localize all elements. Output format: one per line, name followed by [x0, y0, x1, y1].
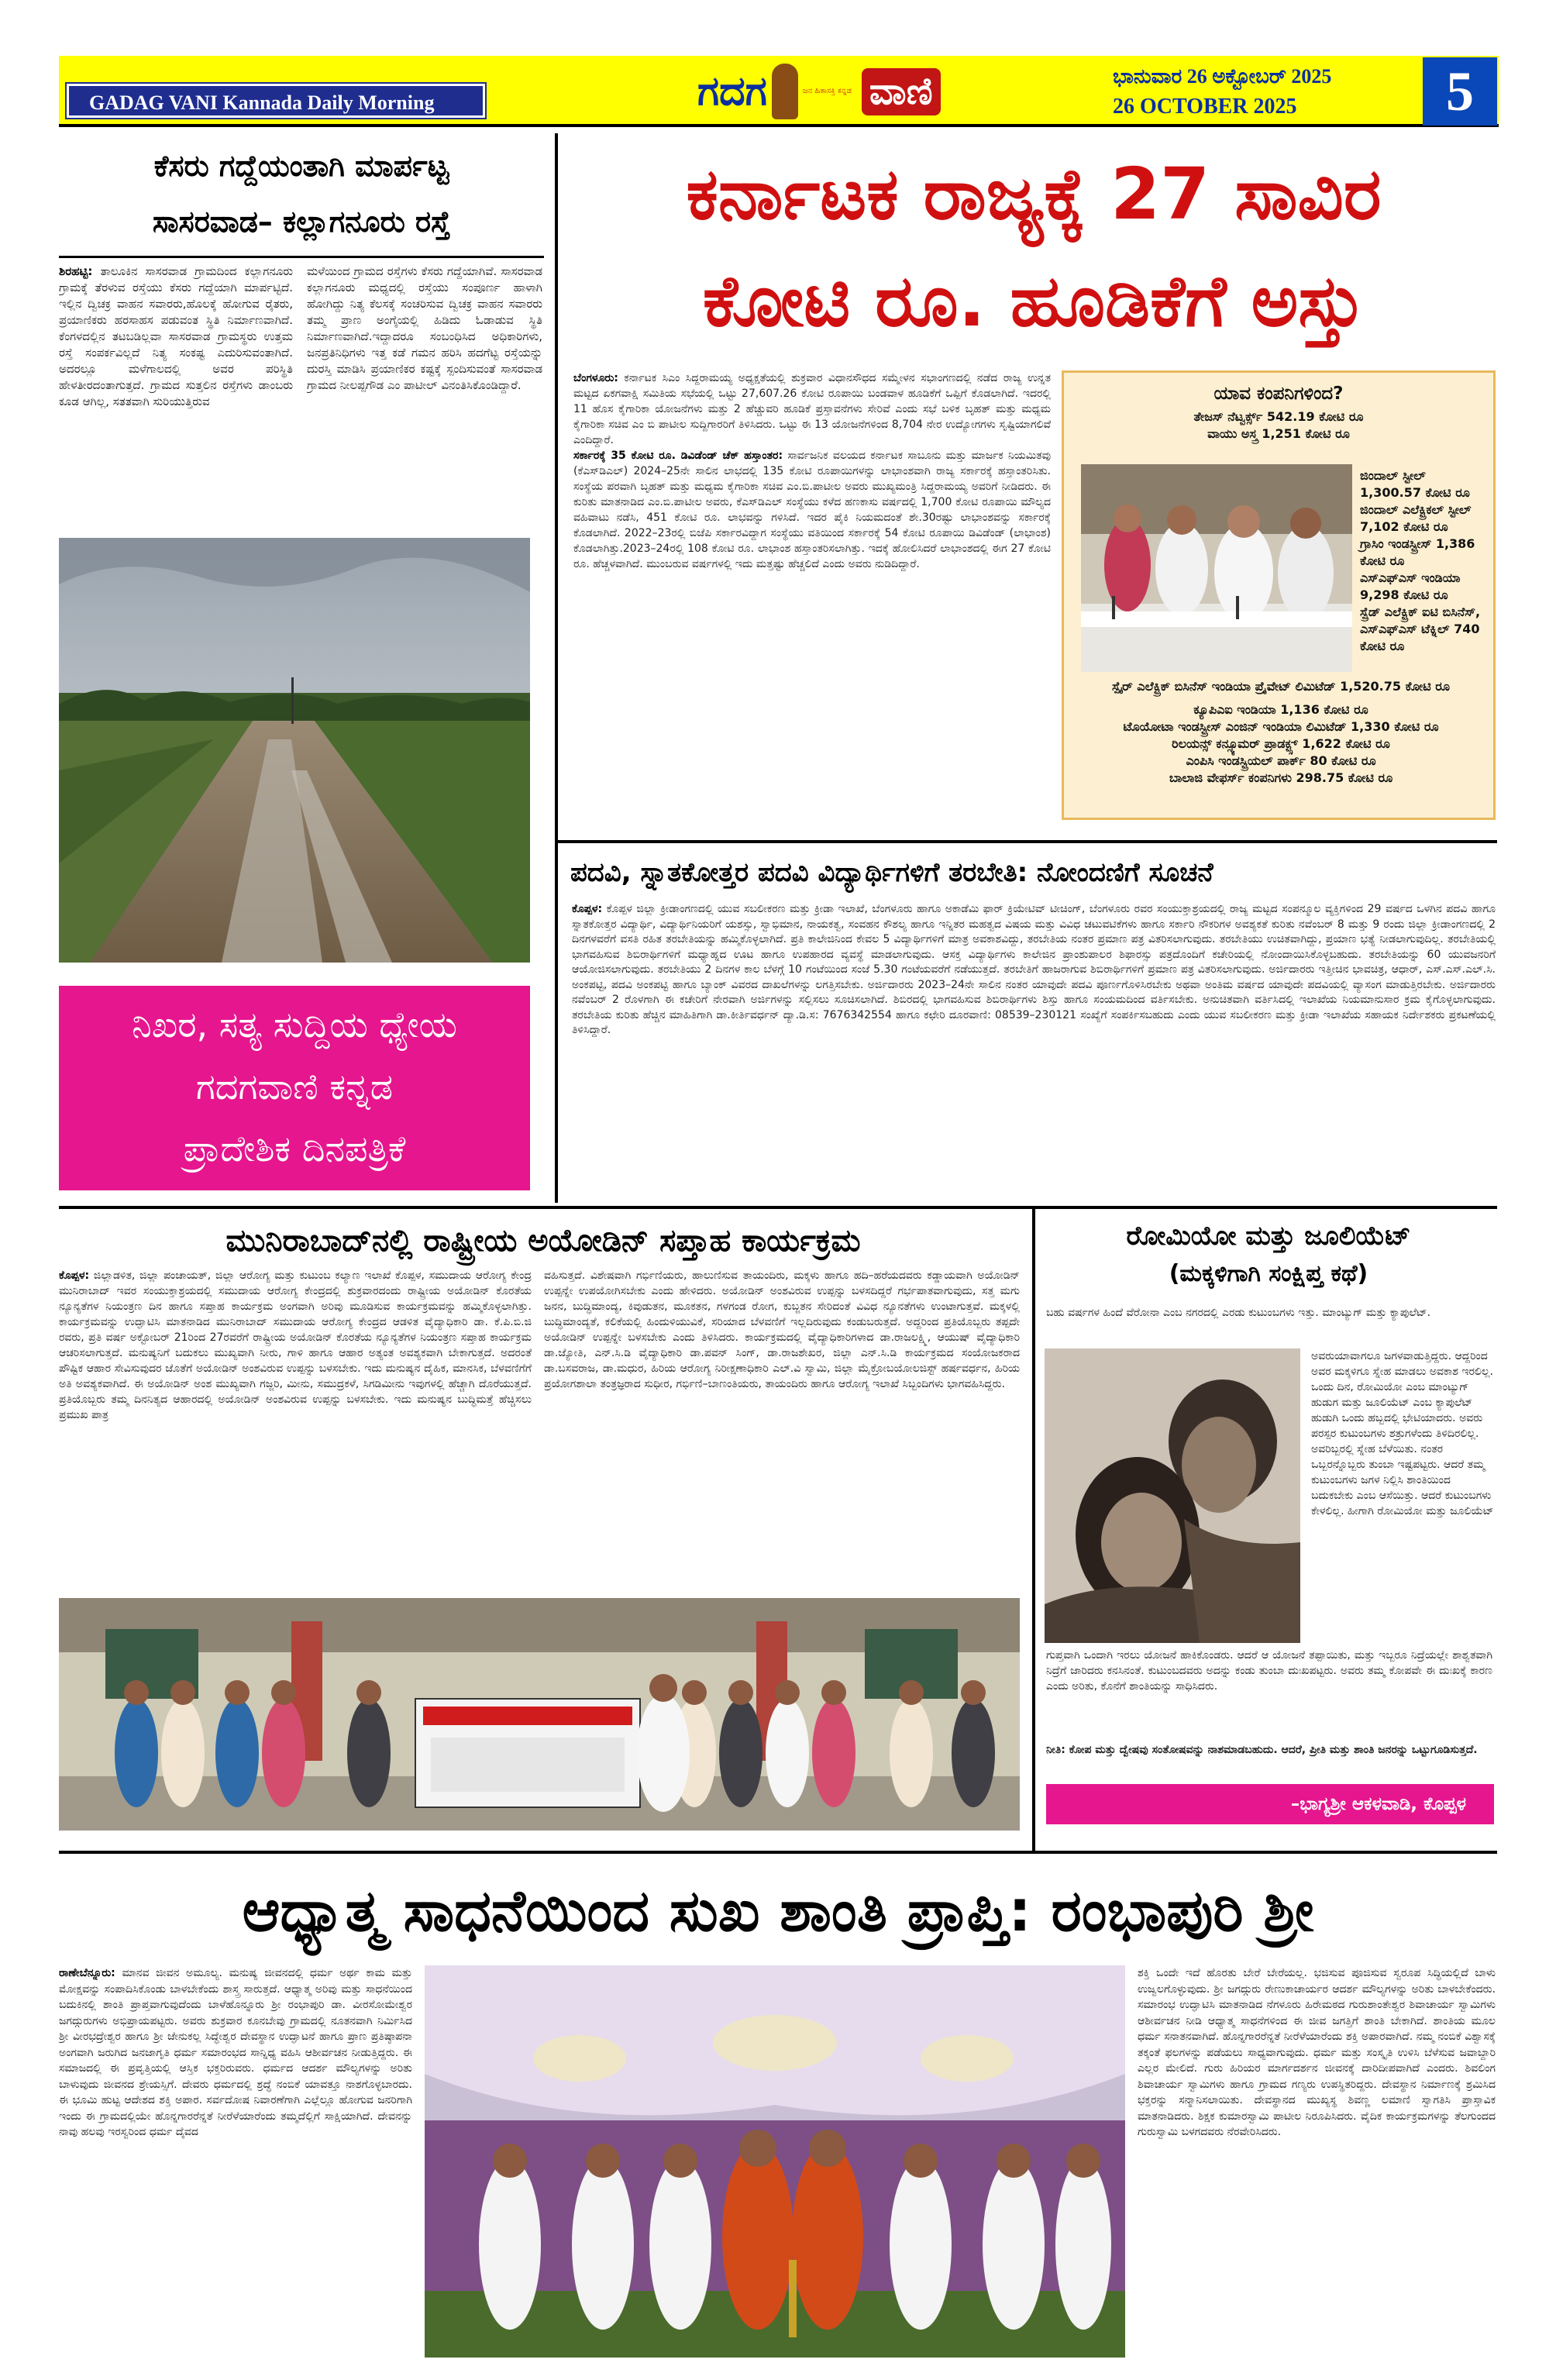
company-line: ಗ್ರಾಸಿಂ ಇಂಡಸ್ಟ್ರೀಸ್ 1,386 ಕೋಟಿ ರೂ	[1360, 536, 1475, 568]
slogan-banner	[59, 986, 530, 1190]
company-list-bottom	[1079, 678, 1482, 787]
romeo-body-side: ಅವರುಯಾವಾಗಲೂ ಜಗಳವಾಡುತ್ತಿದ್ದರು. ಆದ್ದರಿಂದ ಅವರ ಮಕ್ಕಳಿಗೂ ಸ್ನೇಹ ಮಾಡಲು ಅವಕಾಶ ಇರಲಿಲ್ಲ. ಒಂದು ದಿನ, ರೋಮಿಯೋ ಎಂಬ ಮಾಂಟ್ಯುಗ್ ಹುಡುಗ ಮತ್ತು ಜೂಲಿಯೆಟ್ ಎಂಬ ಕ್ಯಾಪುಲೆಟ್ ಹುಡುಗಿ ಒಂದು ಹಬ್ಬದಲ್ಲಿ ಭೇಟಿಯಾದರು. ಅವರು ಪರಸ್ಪರ ಕುಟುಂಬಗಳು ಶತ್ರುಗಳೆಂದು ತಿಳಿದಿರಲಿಲ್ಲ. ಅವರಿಬ್ಬರಲ್ಲಿ ಸ್ನೇಹ ಬೆಳೆಯಿತು. ನಂತರ ಒಬ್ಬರನ್ನೊಬ್ಬರು ತುಂಬಾ ಇಷ್ಟಪಟ್ಟರು. ಆದರೆ ತಮ್ಮ ಕುಟುಂಬಗಳು ಜಗಳ ನಿಲ್ಲಿಸಿ ಶಾಂತಿಯಿಂದ ಬದುಕಬೇಕು ಎಂಬ ಆಸೆಯಿತ್ತು. ಆದರೆ ಕುಟುಂಬಗಳು ಕೇಳಲಿಲ್ಲ. ಹೀಗಾಗಿ ರೋಮಿಯೋ ಮತ್ತು ಜೂಲಿಯೆಟ್	[1311, 1350, 1494, 1517]
newspaper-logo[interactable]	[697, 60, 961, 122]
romeo-body: ಗುಪ್ತವಾಗಿ ಒಂದಾಗಿ ಇರಲು ಯೋಜನೆ ಹಾಕಿಕೊಂಡರು. ಆದರೆ ಆ ಯೋಜನೆ ತಪ್ಪಾಯಿತು, ಮತ್ತು ಇಬ್ಬರೂ ನಿದ್ರೆಯಲ್ಲೇ ಶಾಶ್ವತವಾಗಿ ನಿದ್ರೆಗೆ ಜಾರಿದರು ಕನಸಿನಂತೆ. ಕುಟುಂಬದವರು ಅದನ್ನು ಕಂಡು ತುಂಬಾ ದುಃಖಪಟ್ಟರು. ಅವರು ತಮ್ಮ ಕೋಪವೇ ಈ ದುಃಖಕ್ಕೆ ಕಾರಣ ಎಂದು ಅರಿತು, ಕೊನೆಗೆ ಶಾಂತಿಯನ್ನು ಸಾಧಿಸಿದರು.	[1046, 1649, 1492, 1693]
spiritual-title: ಆಧ್ಯಾತ್ಮ ಸಾಧನೆಯಿಂದ ಸುಖ ಶಾಂತಿ ಪ್ರಾಪ್ತಿ: ರಂಭಾಪುರಿ ಶ್ರೀ	[242, 1878, 1314, 1944]
company-line: ವಾಯು ಅಸ್ತ್ರ 1,251 ಕೋಟಿ ರೂ	[1207, 426, 1350, 441]
romeo-subtitle: (ಮಕ್ಕಳಿಗಾಗಿ ಸಂಕ್ಷಿಪ್ತ ಕಥೆ)	[1169, 1260, 1368, 1287]
romeo-moral: ನೀತಿ: ಕೋಪ ಮತ್ತು ದ್ವೇಷವು ಸಂತೋಷವನ್ನು ನಾಶಮಾಡಬಹುದು. ಆದರೆ, ಪ್ರೀತಿ ಮತ್ತು ಶಾಂತಿ ಜನರನ್ನು ಒಟ್ಟುಗೂಡಿಸುತ್ತದೆ.	[1046, 1744, 1478, 1756]
company-line: ರಿಲಯನ್ಸ್ ಕನ್ಸ್ಯೂಮರ್ ಪ್ರಾಡಕ್ಟ್ಸ್ 1,622 ಕೋಟಿ ರೂ	[1172, 736, 1390, 751]
company-line: ಟೊಯೋಟಾ ಇಂಡಸ್ಟ್ರೀಸ್ ಎಂಜಿನ್ ಇಂಡಿಯಾ ಲಿಮಿಟೆಡ್ 1,330 ಕೋಟಿ ರೂ	[1123, 719, 1439, 734]
paper-name: GADAG VANI Kannada Daily Morning	[67, 84, 485, 118]
slogan-line1: ನಿಖರ, ಸತ್ಯ ಸುದ್ದಿಯ ಧ್ಯೇಯ	[132, 1004, 457, 1045]
muddy-road-photo	[59, 538, 530, 963]
company-line: ಎಂಪಿಸಿ ಇಂಡಸ್ಟ್ರಿಯಲ್ ಪಾರ್ಕ್ 80 ಕೋಟಿ ರೂ	[1186, 753, 1376, 768]
company-line: ಜಿಂದಾಲ್ ಎಲೆಕ್ಟ್ರಿಕಲ್ ಸ್ಟೀಲ್ 7,102 ಕೋಟಿ ರೂ	[1360, 502, 1472, 534]
company-line: ತೇಜಸ್ ನೆಟ್ವರ್ಕ್ಸ್ 542.19 ಕೋಟಿ ರೂ	[1193, 409, 1364, 424]
iodine-body-left: ಕೊಪ್ಪಳ: ಜಿಲ್ಲಾಡಳಿತ, ಜಿಲ್ಲಾ ಪಂಚಾಯತ್, ಜಿಲ್ಲಾ ಆರೋಗ್ಯ ಮತ್ತು ಕುಟುಂಬ ಕಲ್ಯಾಣ ಇಲಾಖೆ ಕೊಪ್ಪಳ, ಸಮುದಾಯ ಆರೋಗ್ಯ ಕೇಂದ್ರ ಮುನಿರಾಬಾದ್ ಇವರ ಸಂಯುಕ್ತಾಶ್ರಯದಲ್ಲಿ ಸಮುದಾಯ ಆರೋಗ್ಯ ಕೇಂದ್ರದಲ್ಲಿ ಶುಕ್ರವಾರದಂದು ರಾಷ್ಟ್ರೀಯ ಅಯೋಡಿನ್ ಕೊರತೆಯ ನ್ಯೂನ್ಯತೆಗಳ ನಿಯಂತ್ರಣ ದಿನ ಹಾಗೂ ಸಪ್ತಾಹ ಕಾರ್ಯಕ್ರಮ ಅಂಗವಾಗಿ ಅರಿವು ಮೂಡಿಸುವ ಕಾರ್ಯಕ್ರಮವನ್ನು ಹಮ್ಮಿಕೊಳ್ಳಲಾಗಿತ್ತು. ಕಾರ್ಯಕ್ರಮವನ್ನು ಉದ್ಘಾಟಿಸಿ ಮಾತನಾಡಿದ ಮುನಿರಾಬಾದ್ ಸಮುದಾಯ ಆರೋಗ್ಯ ಕೇಂದ್ರದ ಆಡಳಿತ ವೈದ್ಯಾಧಿಕಾರಿ ಡಾ. ಕೆ.ಪಿ.ಬಿ.ಜಿ ರವರು, ಪ್ರತಿ ವರ್ಷ ಅಕ್ಟೋಬರ್ 21ರಿಂದ 27ರವರೆಗೆ ರಾಷ್ಟ್ರೀಯ ಅಯೋಡಿನ್ ಕೊರತೆಯ ನ್ಯೂನ್ಯತೆಗಳ ನಿಯಂತ್ರಣ ಸಪ್ತಾಹ ಕಾರ್ಯಕ್ರಮ ಆಚರಿಸಲಾಗುತ್ತದೆ. ಮನುಷ್ಯನಿಗೆ ಬದುಕಲು ಮುಖ್ಯವಾಗಿ ನೀರು, ಗಾಳಿ ಹಾಗೂ ಆಹಾರ ಅತ್ಯಂತ ಅವಶ್ಯಕವಾಗಿ ಬೇಕಾಗುತ್ತದೆ. ಅದರಂತೆ ಪೌಷ್ಟಿಕ ಆಹಾರ ಸೇವಿಸುವುದರ ಜೊತೆಗೆ ಅಯೋಡಿನ್ ಅಂಶವಿರುವ ಉಪ್ಪನ್ನು ಬಳಸಬೇಕು. ಇದು ಮನುಷ್ಯನ ದೈಹಿಕ, ಮಾನಸಿಕ, ಬೆಳವಣಿಗೆಗೆ ಅತಿ ಅವಶ್ಯಕವಾಗಿದೆ. ಈ ಅಯೋಡಿನ್ ಅಂಶ ಮುಖ್ಯವಾಗಿ ಗಜ್ಜರಿ, ಮೀನು, ಸಮುದ್ರಕಳೆ, ಸಿಗಡಿಮೀನು ಇವುಗಳಲ್ಲಿ ಹೆಚ್ಚಾಗಿ ದೊರೆಯುತ್ತದೆ. ಪ್ರತಿಯೊಬ್ಬರು ತಮ್ಮ ದಿನನಿತ್ಯದ ಆಹಾರದಲ್ಲಿ ಅಯೋಡಿನ್ ಅಂಶವಿರುವ ಉಪ್ಪನ್ನು ಬಳಸಬೇಕು. ಇದು ಮನುಷ್ಯನ ಬುದ್ಧಿಮತ್ತೆ ಹೆಚ್ಚಿಸಲು ಪ್ರಮುಖ ಪಾತ್ರ	[59, 1269, 532, 1421]
road-title-line1: ಕೆಸರು ಗದ್ದೆಯಂತಾಗಿ ಮಾರ್ಪಟ್ಟ	[153, 149, 449, 183]
spiritual-body-right: ಶಕ್ತಿ ಒಂದೇ ಇದೆ ಹೊರತು ಬೇರೆ ಬೇರೆಯಲ್ಲ. ಭಜಿಸುವ ಪೂಜಿಸುವ ಸ್ವರೂಪ ಸಿದ್ಧಿಯಲ್ಲಿದೆ ಬಾಳು ಉಜ್ವಲಗೊಳ್ಳುವುದು. ಶ್ರೀ ಜಗದ್ಗುರು ರೇಣುಕಾಚಾರ್ಯರ ಆದರ್ಶ ಮೌಲ್ಯಗಳನ್ನು ಅರಿತು ಬಾಳಬೇಕೆಂದರು. ಸಮಾರಂಭ ಉದ್ಘಾಟಿಸಿ ಮಾತನಾಡಿದ ನೆಗಳೂರು ಹಿರೇಮಠದ ಗುರುಶಾಂತೇಶ್ವರ ಶಿವಾಚಾರ್ಯ ಸ್ವಾಮಿಗಳು ಆಶೀರ್ವಚನ ನೀಡಿ ಆಧ್ಯಾತ್ಮ ಸಾಧನೆಗಳಿಂದ ಈ ಜೀವ ಜಗತ್ತಿಗೆ ಶಾಂತಿ ಬೇಕಾಗಿದೆ. ಶಾಂತಿಯ ಮೂಲ ಧರ್ಮ ಸನಾತನವಾಗಿದೆ. ಹೊನ್ನಗಾರರೆನ್ನತೆ ನೀರೆಳೆಯಾರೆಂದು ಶಕ್ತಿ ಅಪಾರವಾಗಿದೆ. ನಮ್ಮ ನಂಬಿಕೆ ವಿಶ್ವಾಸಕ್ಕೆ ತಕ್ಕಂತೆ ಫಲಗಳನ್ನು ಪಡೆಯಲು ಸಾಧ್ಯವಾಗುವುದು. ಧರ್ಮ ಮತ್ತು ಸಂಸ್ಕೃತಿ ಉಳಿಸಿ ಬೆಳೆಸುವ ಜವಾಬ್ದಾರಿ ಎಲ್ಲರ ಮೇಲಿದೆ. ಗುರು ಹಿರಿಯರ ಮಾರ್ಗದರ್ಶನ ಜೀವನಕ್ಕೆ ದಾರಿದೀಪವಾಗಿದೆ ಎಂದರು. ಶಿವಲಿಂಗ ಶಿವಾಚಾರ್ಯ ಸ್ವಾಮಿಗಳು ಹಾಗೂ ಗ್ರಾಮದ ಗಣ್ಯರು ಉಪಸ್ಥಿತರಿದ್ದರು. ದೇವಸ್ಥಾನ ನಿರ್ಮಾಣಕ್ಕೆ ಶ್ರಮಿಸಿದ ಭಕ್ತರನ್ನು ಸನ್ಮಾನಿಸಲಾಯಿತು. ದೇವಸ್ಥಾನದ ಮುಖ್ಯಸ್ಥ ಶಿವಣ್ಣ ಲಮಾಣಿ ಸ್ವಾಗತಿಸಿ ಪ್ರಾಸ್ತಾವಿಕ ಮಾತನಾಡಿದರು. ಶಿಕ್ಷಕ ಕುಮಾರಸ್ವಾಮಿ ಪಾಟೀಲ ನಿರೂಪಿಸಿದರು. ವೈದಿಕ ಕಾರ್ಯಕ್ರಮಗಳನ್ನು ತೆಲಗುಂದದ ಗುರುಸ್ವಾಮಿ ಬಳಗದವರು ನೆರವೇರಿಸಿದರು.	[1138, 1967, 1496, 2138]
divider	[59, 256, 544, 258]
iodine-title: ಮುನಿರಾಬಾದ್‌ನಲ್ಲಿ ರಾಷ್ಟ್ರೀಯ ಅಯೋಡಿನ್ ಸಪ್ತಾಹ ಕಾರ್ಯಕ್ರಮ	[225, 1223, 861, 1259]
companies-box	[1062, 370, 1496, 820]
column-divider	[555, 133, 558, 1203]
logo-text-left: ಗದಗ	[697, 67, 767, 115]
training-body: ಕೊಪ್ಪಳ: ಕೊಪ್ಪಳ ಜಿಲ್ಲಾ ಕ್ರೀಡಾಂಗಣದಲ್ಲಿ ಯುವ ಸಬಲೀಕರಣ ಮತ್ತು ಕ್ರೀಡಾ ಇಲಾಖೆ, ಬೆಂಗಳೂರು ಹಾಗೂ ಅಕಾಡೆಮಿ ಫಾರ್ ಕ್ರಿಯೇಟಿವ್ ಟೀಚಿಂಗ್, ಬೆಂಗಳೂರು ರವರ ಸಂಯುಕ್ತಾಶ್ರಯದಲ್ಲಿ ರಾಜ್ಯ ಮಟ್ಟದ ಸಂಪನ್ಮೂಲ ವ್ಯಕ್ತಿಗಳಿಂದ 29 ವರ್ಷದ ಒಳಗಿನ ಪದವಿ ಹಾಗೂ ಸ್ನಾತಕೋತ್ತರ ವಿದ್ಯಾರ್ಥಿ, ವಿದ್ಯಾರ್ಥಿನಿಯರಿಗೆ ಯಶಸ್ಸು, ಸ್ವಾಭಿಮಾನ, ನಾಯಕತ್ವ, ಸಂವಹನ ಕೌಶಲ್ಯ ಹಾಗೂ ಇನ್ನಿತರ ಮಹತ್ವದ ವಿಷಯ ಮತ್ತು ವಿವಿಧ ಚಟುವಟಿಕೆಗಳು ಹಾಗೂ ಸರ್ಕಾರಿ ನೌಕರಿಗಳ ಅವಶ್ಯಕತೆ ಕುರಿತು ನವೆಂಬರ್ 8 ಮತ್ತು 9 ರಂದು ಜಿಲ್ಲಾ ಕ್ರೀಡಾಂಗಣದಲ್ಲಿ 2 ದಿನಗಳವರೆಗೆ ವಸತಿ ರಹಿತ ತರಬೇತಿಯನ್ನು ಹಮ್ಮಿಕೊಳ್ಳಲಾಗಿದೆ. ಪ್ರತಿ ಕಾಲೇಜಿನಿಂದ ಕೇವಲ 5 ವಿದ್ಯಾರ್ಥಿಗಳಿಗೆ ಮಾತ್ರ ಅವಕಾಶವಿದ್ದು, ತರಬೇತಿಯ ನಂತರ ಪ್ರಮಾಣ ಪತ್ರ ವಿತರಿಸಲಾಗುವುದು. ತರಬೇತಿಯು ಉಚಿತವಾಗಿದ್ದು, ಪ್ರಯಾಣ ಭತ್ಯೆ ನೀಡಲಾಗುವುದಿಲ್ಲ. ತರಬೇತಿಯಲ್ಲಿ ಭಾಗವಹಿಸುವ ಶಿಬಿರಾರ್ಥಿಗಳಿಗೆ ಮಧ್ಯಾಹ್ನದ ಊಟ ಹಾಗೂ ಉಪಹಾರದ ವ್ಯವಸ್ಥೆ ಮಾಡಲಾಗುವುದು. ಆಸಕ್ತ ವಿದ್ಯಾರ್ಥಿಗಳು ಕಾಲೇಜಿನ ಪ್ರಾಂಶುಪಾಲರ ಶಿಫಾರಸ್ಸು ಪತ್ರದೊಂದಿಗೆ ಕಚೇರಿಯಲ್ಲಿ ನೋಂದಾಯಿಸಿಕೊಳ್ಳಬಹುದು. ತರಬೇತಿಯನ್ನು 60 ಯುವಜನರಿಗೆ ಆಯೋಜಿಸಲಾಗುವುದು. ತರಬೇತಿಯು 2 ದಿನಗಳ ಕಾಲ ಬೆಳಗ್ಗೆ 10 ಗಂಟೆಯಿಂದ ಸಂಜೆ 5.30 ಗಂಟೆಯವರೆಗೆ ನಡೆಯುತ್ತದೆ. ತರಬೇತಿಗೆ ಹಾಜರಾಗುವ ಶಿಬಿರಾರ್ಥಿಗಳಿಗೆ ಪ್ರಮಾಣ ಪತ್ರ ವಿತರಿಸಲಾಗುವುದು. ಅರ್ಜಿದಾರರು ಇತ್ತೀಚಿನ ಭಾವಚಿತ್ರ, ಆಧಾರ್, ಎಸ್.ಎಸ್.ಎಲ್.ಸಿ. ಅಂಕಪಟ್ಟಿ, ಪದವಿ ಅಂಕಪಟ್ಟಿ ಹಾಗೂ ಬ್ಯಾಂಕ್ ವಿವರದ ದಾಖಲೆಗಳನ್ನು ಲಗತ್ತಿಸಬೇಕು. ಅರ್ಜಿದಾರರು 2023–24ನೇ ಸಾಲಿನ ನಂತರ ಯಾವುದೇ ಪದವಿ ಪೂರ್ಣಗೊಳಿಸಿರಬೇಕು ಅಥವಾ ಅಂತಿಮ ವರ್ಷದ ಯಾವುದೇ ಪದವಿಯಲ್ಲಿ ವ್ಯಾಸಂಗ ಮಾಡುತ್ತಿರಬೇಕು. ಅರ್ಜಿದಾರರು ನವೆಂಬರ್ 2 ರೊಳಗಾಗಿ ಈ ಕಚೇರಿಗೆ ನೇರವಾಗಿ ಅರ್ಜಿಗಳನ್ನು ಸಲ್ಲಿಸಲು ಸೂಚಿಸಲಾಗಿದೆ. ಶಿಬಿರದಲ್ಲಿ ಭಾಗವಹಿಸುವ ಶಿಬಿರಾರ್ಥಿಗಳು ಶಿಸ್ತು ಹಾಗೂ ಸಂಯಮದಿಂದ ವರ್ತಿಸಬೇಕು. ಅನುಚಿತವಾಗಿ ವರ್ತಿಸಿದಲ್ಲಿ ಇಲಾಖೆಯ ನಿಯಮಾನುಸಾರ ಕ್ರಮ ಕೈಗೊಳ್ಳಲಾಗುವುದು. ತರಬೇತಿಯ ಕುರಿತು ಹೆಚ್ಚಿನ ಮಾಹಿತಿಗಾಗಿ ಡಾ.ಕೀರ್ತಿವರ್ಧನ್ ದ್ಯಾ.ಡಿ.ಸ: 7676342554 ಹಾಗೂ ಕಛೇರಿ ದೂರವಾಣಿ: 08539–230121 ಸಂಖ್ಯೆಗೆ ಸಂಪರ್ಕಿಸಬಹುದು ಎಂದು ಯುವ ಸಬಲೀಕರಣ ಮತ್ತು ಕ್ರೀಡಾ ಇಲಾಖೆಯ ಸಹಾಯಕ ನಿರ್ದೇಶಕರು ಪ್ರಕಟಣೆಯಲ್ಲಿ ತಿಳಿಸಿದ್ದಾರೆ.	[572, 903, 1496, 1036]
date-english: 26 OCTOBER 2025	[1113, 95, 1297, 119]
company-list-right	[1360, 467, 1487, 655]
logo-text-right: ವಾಣಿ	[862, 68, 941, 115]
ganesha-icon	[772, 64, 798, 119]
spiritual-event-photo	[425, 1965, 1125, 2358]
company-line: ಕ್ಯೂಪಿಎಐ ಇಂಡಿಯಾ 1,136 ಕೋಟಿ ರೂ	[1193, 702, 1368, 717]
spiritual-body-left: ರಾಣೇಬೆನ್ನೂರು: ಮಾನವ ಜೀವನ ಅಮೂಲ್ಯ. ಮನುಷ್ಯ ಜೀವನದಲ್ಲಿ ಧರ್ಮ ಅರ್ಥ ಕಾಮ ಮತ್ತು ಮೋಕ್ಷವನ್ನು ಸಂಪಾದಿಸಿಕೊಂಡು ಬಾಳಬೇಕೆಂದು ಶಾಸ್ತ್ರ ಸಾರುತ್ತದೆ. ಆಧ್ಯಾತ್ಮ ಅರಿವು ಮತ್ತು ಸಾಧನೆಯಿಂದ ಬದುಕಿನಲ್ಲಿ ಶಾಂತಿ ಪ್ರಾಪ್ತವಾಗುವುದೆಂದು ಬಾಳೆಹೊನ್ನೂರು ಶ್ರೀ ರಂಭಾಪುರಿ ಡಾ. ವೀರಸೋಮೇಶ್ವರ ಜಗದ್ಗುರುಗಳು ಅಭಿಪ್ರಾಯಪಟ್ಟರು. ಅವರು ಶುಕ್ರವಾರ ಕೂನಬೇವು ಗ್ರಾಮದಲ್ಲಿ ನೂತನವಾಗಿ ನಿರ್ಮಿಸಿದ ಶ್ರೀ ವೀರಭದ್ರೇಶ್ವರ ಹಾಗೂ ಶ್ರೀ ಜೇನುಕಲ್ಲ ಸಿದ್ಧೇಶ್ವರ ದೇವಸ್ಥಾನ ಉದ್ಘಾಟನೆ ಹಾಗೂ ಪ್ರಾಣ ಪ್ರತಿಷ್ಠಾಪನಾ ಅಂಗವಾಗಿ ಜರುಗಿದ ಜನಜಾಗೃತಿ ಧರ್ಮ ಸಮಾರಂಭದ ಸಾನ್ನಿಧ್ಯ ವಹಿಸಿ ಆಶೀರ್ವಚನ ನೀಡುತ್ತಿದ್ದರು. ಈ ಸಮಾಜದಲ್ಲಿ ಈ ಪ್ರವೃತ್ತಿಯಲ್ಲಿ ಆಸ್ತಿಕ ಭಕ್ತರಿರುವರು. ಧರ್ಮದ ಆದರ್ಶ ಮೌಲ್ಯಗಳನ್ನು ಅರಿತು ಬಾಳುವುದು ಜೀವನದ ಶ್ರೇಯಸ್ಸಿಗೆ. ದೇವರು ಧರ್ಮದಲ್ಲಿ ಶ್ರದ್ಧೆ ನಂಬಿಕೆ ಯಾವತ್ತೂ ನಾಶಗೊಳ್ಳಬಾರದು. ಈ ಭೂಮಿ ಹುಟ್ಟ ಆದೇಶದ ಶಕ್ತಿ ಅಪಾರ. ಸರ್ವದೋಷ ನಿವಾರಣೆಗಾಗಿ ಎಲ್ಲೆಲ್ಲೂ ಹೋಗುವ ಜನರಿಗಾಗಿ ಇಂದು ಈ ಗ್ರಾಮದಲ್ಲಿಯೇ ಹೊನ್ನಗಾರರೆನ್ನತೆ ನೀರೆಳೆಯಾರೆಂದು ತಮ್ಮದೆಲ್ಲಿಗೆ ಸಾಕ್ಷಿಯಾಗಿದೆ. ದೇವನನ್ನು ನಾವು ಹಲವು ಇರಸ್ವರಿಂದ ಧರ್ಮ ದೈವದ	[59, 1967, 412, 2138]
divider	[59, 1206, 1497, 1209]
invest-body: ಬೆಂಗಳೂರು: ಕರ್ನಾಟಕ ಸಿಎಂ ಸಿದ್ದರಾಮಯ್ಯ ಅಧ್ಯಕ್ಷತೆಯಲ್ಲಿ ಶುಕ್ರವಾರ ವಿಧಾನಸೌಧದ ಸಮ್ಮೇಳನ ಸಭಾಂಗಣದಲ್ಲಿ ನಡೆದ ರಾಜ್ಯ ಉನ್ನತ ಮಟ್ಟದ ಏಕಗವಾಕ್ಷಿ ಸಮಿತಿಯ ಸಭೆಯಲ್ಲಿ ಒಟ್ಟು 27,607.26 ಕೋಟಿ ರೂಪಾಯಿ ಬಂಡವಾಳ ಹೂಡಿಕೆಗೆ ಒಪ್ಪಿಗೆ ಕೊಡಲಾಗಿದೆ. ಇದರಲ್ಲಿ 11 ಹೊಸ ಕೈಗಾರಿಕಾ ಯೋಜನೆಗಳು ಮತ್ತು 2 ಹೆಚ್ಚುವರಿ ಹೂಡಿಕೆ ಪ್ರಸ್ತಾವನೆಗಳು ಸೇರಿವೆ ಎಂದು ಸಭೆ ಬಳಿಕ ಬೃಹತ್ ಮತ್ತು ಮಧ್ಯಮ ಕೈಗಾರಿಕಾ ಸಚಿವ ಎಂ ಬಿ ಪಾಟೀಲ ಸುದ್ದಿಗಾರರಿಗೆ ತಿಳಿಸಿದರು. ಒಟ್ಟು ಈ 13 ಯೋಜನೆಗಳಿಂದ 8,704 ನೇರ ಉದ್ಯೋಗಗಳು ಸೃಷ್ಟಿಯಾಗಲಿವೆ ಎಂದಿದ್ದಾರೆ. ಸರ್ಕಾರಕ್ಕೆ 35 ಕೋಟಿ ರೂ. ಡಿವಿಡೆಂಡ್ ಚೆಕ್ ಹಸ್ತಾಂತರ: ಸಾರ್ವಜನಿಕ ವಲಯದ ಕರ್ನಾಟಕ ಸಾಬೂನು ಮತ್ತು ಮಾರ್ಜಕ ನಿಯಮಿತವು (ಕೆಎಸ್‌ಡಿಎಲ್) 2024–25ನೇ ಸಾಲಿನ ಲಾಭದಲ್ಲಿ 135 ಕೋಟಿ ರೂಪಾಯಿಗಳನ್ನು ಲಾಭಾಂಶವಾಗಿ ರಾಜ್ಯ ಸರ್ಕಾರಕ್ಕೆ ಹಸ್ತಾಂತರಿಸಿತು. ಸಂಸ್ಥೆಯ ಪರವಾಗಿ ಬೃಹತ್ ಮತ್ತು ಮಧ್ಯಮ ಕೈಗಾರಿಕಾ ಸಚಿವ ಎಂ.ಬಿ.ಪಾಟೀಲ ಅವರು ಮುಖ್ಯಮಂತ್ರಿ ಸಿದ್ದರಾಮಯ್ಯ ಅವರಿಗೆ ನೀಡಿದರು. ಈ ಕುರಿತು ಮಾತನಾಡಿದ ಎಂ.ಬಿ.ಪಾಟೀಲ ಅವರು, ಕೆಎಸ್‌ಡಿಎಲ್ ಸಂಸ್ಥೆಯು ಕಳೆದ ಹಣಕಾಸು ವರ್ಷದಲ್ಲಿ 1,700 ಕೋಟಿ ರೂಪಾಯಿ ಮೌಲ್ಯದ ವಹಿವಾಟು ನಡೆಸಿ, 451 ಕೋಟಿ ರೂ. ಲಾಭವನ್ನು ಗಳಿಸಿದೆ. ಇದರ ಪೈಕಿ ನಿಯಮದಂತೆ ಶೇ.30ರಷ್ಟು ಲಾಭಾಂಶವನ್ನು ಸರ್ಕಾರಕ್ಕೆ ಕೊಡಲಾಗಿದೆ. 2022–23ರಲ್ಲಿ ಬಿಜೆಪಿ ಸರ್ಕಾರವಿದ್ದಾಗ ಸಂಸ್ಥೆಯು ವತಿಯಿಂದ ಸರ್ಕಾರಕ್ಕೆ 54 ಕೋಟಿ ರೂಪಾಯಿ ಡಿವಿಡೆಂಡ್ (ಲಾಭಾಂಶ) ಕೊಡಲಾಗಿತ್ತು.2023–24ರಲ್ಲಿ 108 ಕೋಟಿ ರೂ. ಲಾಭಾಂಶ ಹಸ್ತಾಂತರಿಸಲಾಗಿತ್ತು. ಇದಕ್ಕೆ ಹೋಲಿಸಿದರೆ ಲಾಭಾಂಶದಲ್ಲಿ ಈಗ 27 ಕೋಟಿ ರೂ. ಹೆಚ್ಚಳವಾಗಿದೆ. ಮುಂಬರುವ ವರ್ಷಗಳಲ್ಲಿ ಇದು ಮತ್ತಷ್ಟು ಹೆಚ್ಚಲಿದೆ ಎಂದು ಅವರು ನುಡಿದಿದ್ದಾರೆ.	[573, 372, 1051, 570]
romeo-juliet-photo	[1045, 1348, 1300, 1643]
divider	[59, 1851, 1497, 1854]
training-title: ಪದವಿ, ಸ್ನಾತಕೋತ್ತರ ಪದವಿ ವಿದ್ಯಾರ್ಥಿಗಳಿಗೆ ತರಬೇತಿ: ನೋಂದಣಿಗೆ ಸೂಚನೆ	[570, 857, 1213, 888]
company-line: ಜಿಂದಾಲ್ ಸ್ಟೀಲ್ 1,300.57 ಕೋಟಿ ರೂ	[1360, 468, 1470, 500]
date-kannada: ಭಾನುವಾರ 26 ಅಕ್ಟೋಬರ್ 2025	[1113, 65, 1332, 88]
romeo-title: ರೋಮಿಯೋ ಮತ್ತು ಜೂಲಿಯೆಟ್	[1126, 1221, 1411, 1252]
iodine-event-photo	[59, 1598, 1020, 1831]
company-line: ಸ್ಪ್ರೆಡ್ ಎಲೆಕ್ಟ್ರಿಕ್ ಐಟಿ ಬಿಸಿನೆಸ್, ಎಸ್‌ಎಫ್‌ಎಸ್ ಟೆಕ್ನಿಲ್ 740 ಕೋಟಿ ರೂ	[1360, 604, 1481, 653]
divider	[558, 840, 1497, 843]
invest-title-line2: ಕೋಟಿ ರೂ. ಹೂಡಿಕೆಗೆ ಅಸ್ತು	[702, 260, 1365, 343]
slogan-line2: ಗದಗವಾಣಿ ಕನ್ನಡ	[195, 1066, 394, 1107]
invest-title-line1: ಕರ್ನಾಟಕ ರಾಜ್ಯಕ್ಕೆ 27 ಸಾವಿರ	[686, 153, 1382, 236]
logo-tagline: ಜನ ಹಿತಾಸಕ್ತಿ ಕನ್ನಡ	[802, 87, 852, 95]
road-title-line2: ಸಾಸರವಾಡ– ಕಲ್ಲಾಗನೂರು ರಸ್ತೆ	[152, 205, 451, 239]
company-line: ಎಸ್‌ಎಫ್‌ಎಸ್ ಇಂಡಿಯಾ 9,298 ಕೋಟಿ ರೂ	[1360, 570, 1461, 602]
iodine-body-right: ವಹಿಸುತ್ತದೆ. ವಿಶೇಷವಾಗಿ ಗರ್ಭಿಣಿಯರು, ಹಾಲುಣಿಸುವ ತಾಯಂದಿರು, ಮಕ್ಕಳು ಹಾಗೂ ಹದಿ–ಹರೆಯದವರು ಕಡ್ಡಾಯವಾಗಿ ಅಯೋಡಿನ್ ಉಪ್ಪನ್ನೇ ಉಪಯೋಗಿಸಬೇಕು ಎಂದು ಹೇಳಿದರು. ಅಯೋಡಿನ್ ಅಂಶವಿರುವ ಉಪ್ಪನ್ನು ಬಳಸದಿದ್ದರೆ ಗರ್ಭಪಾತವಾಗುವುದು, ಸತ್ತ ಮಗು ಜನನ, ಬುದ್ಧಿಮಾಂದ್ಯ, ಕಿವುಡುತನ, ಮೂಕತನ, ಗಳಗಂಡ ರೋಗ, ಕುಬ್ಜತನ ಸೇರಿದಂತೆ ವಿವಿಧ ನ್ಯೂನತೆಗಳು ಉಂಟಾಗುತ್ತವೆ. ಮಕ್ಕಳಲ್ಲಿ ಬುದ್ಧಿಮಾಂದ್ಯತೆ, ಕಲಿಕೆಯಲ್ಲಿ ಹಿಂದುಳಿಯುವಿಕೆ, ಸರಿಯಾದ ಬೆಳವಣಿಗೆ ಇಲ್ಲದಿರುವುದು ಕಂಡುಬರುತ್ತದೆ. ಅದ್ದರಿಂದ ಪ್ರತಿಯೊಬ್ಬರು ತಪ್ಪದೇ ಅಯೋಡಿನ್ ಉಪ್ಪನ್ನೇ ಬಳಸಬೇಕು ಎಂದು ತಿಳಿಸಿದರು. ಕಾರ್ಯಕ್ರಮದಲ್ಲಿ ವೈದ್ಯಾಧಿಕಾರಿಗಳಾದ ಡಾ.ರಾಜಲಕ್ಷ್ಮಿ, ಆಯುಷ್ ವೈದ್ಯಾಧಿಕಾರಿ ಡಾ.ಜ್ಯೋತಿ, ಎನ್.ಸಿ.ಡಿ ವೈದ್ಯಾಧಿಕಾರಿ ಡಾ.ಪವನ್ ಸಿಂಗ್, ಡಾ.ರಾಜಶೇಖರ, ಜಿಲ್ಲಾ ಎನ್.ಸಿ.ಡಿ ಕಾರ್ಯಕ್ರಮದ ಸಂಯೋಜಕರಾದ ಡಾ.ಬಸವರಾಜ, ಡಾ.ಮಧುರ, ಹಿರಿಯ ಆರೋಗ್ಯ ನಿರೀಕ್ಷಣಾಧಿಕಾರಿ ಎಲ್.ವಿ ಸ್ವಾಮಿ, ಜಿಲ್ಲಾ ಮೈಕ್ರೋಬಯೋಲಜಿಸ್ಟ್ ಹರ್ಷವರ್ಧನ, ಹಿರಿಯ ಪ್ರಯೋಗಶಾಲಾ ತಂತ್ರಜ್ಞರಾದ ಸುಧೀರ, ಗರ್ಭಿಣಿ–ಬಾಣಂತಿಯರು, ತಾಯಂದಿರು ಹಾಗೂ ಆರೋಗ್ಯ ಇಲಾಖೆ ಸಿಬ್ಬಂದಿಗಳು ಭಾಗವಹಿಸಿದ್ದರು.	[544, 1269, 1020, 1390]
company-line: ಬಾಲಾಜಿ ವೇಫರ್ಸ್ ಕಂಪನಿಗಳು 298.75 ಕೋಟಿ ರೂ	[1169, 770, 1393, 785]
companies-box-title: ಯಾವ ಕಂಪನಿಗಳಿಂದ?	[1213, 384, 1344, 404]
page-number: 5	[1423, 57, 1497, 126]
company-line: ಸ್ಪೈರ್ ಎಲೆಕ್ಟ್ರಿಕ್ ಬಿಸಿನೆಸ್ ಇಂಡಿಯಾ ಪ್ರೈವೇಟ್ ಲಿಮಿಟೆಡ್ 1,520.75 ಕೋಟಿ ರೂ	[1112, 679, 1450, 694]
romeo-author: –ಭಾಗ್ಯಶ್ರೀ ಆಕಳವಾಡಿ, ಕೊಪ್ಪಳ	[1046, 1784, 1494, 1824]
column-divider	[1032, 1209, 1035, 1851]
road-body-right: ಮಳೆಯಿಂದ ಗ್ರಾಮದ ರಸ್ತೆಗಳು ಕೆಸರು ಗದ್ದೆಯಾಗಿವೆ. ಸಾಸರವಾಡ ಕಲ್ಲಾಗನೂರು ಮಧ್ಯದಲ್ಲಿ ರಸ್ತೆಯು ಸಂಪೂರ್ಣ ಹಾಳಾಗಿ ಹೋಗಿದ್ದು ನಿತ್ಯ ಕೆಲಸಕ್ಕೆ ಸಂಚರಿಸುವ ದ್ವಿಚಕ್ರ ವಾಹನ ಸವಾರರು ತಮ್ಮ ಪ್ರಾಣ ಅಂಗೈಯಲ್ಲಿ ಹಿಡಿದು ಓಡಾಡುವ ಸ್ಥಿತಿ ನಿರ್ಮಾಣವಾಗಿದೆ.ಇದ್ದಾದರೂ ಸಂಬಂಧಿಸಿದ ಅಧಿಕಾರಿಗಳು, ಜನಪ್ರತಿನಿಧಿಗಳು ಇತ್ತ ಕಡೆ ಗಮನ ಹರಿಸಿ ಹದಗೆಟ್ಟ ರಸ್ತೆಯನ್ನು ದುರಸ್ತಿ ಮಾಡಿಸಿ ಪ್ರಯಾಣಿಕರ ಕಷ್ಟಕ್ಕೆ ಸ್ಪಂದಿಸುವಂತೆ ಸಾಸರವಾಡ ಗ್ರಾಮದ ನೀಲಪ್ಪಗೌಡ ಎಂ ಪಾಟೀಲ್ ವಿನಂತಿಸಿಕೊಂಡಿದ್ದಾರೆ.	[307, 264, 542, 392]
slogan-line3: ಪ್ರಾದೇಶಿಕ ದಿನಪತ್ರಿಕೆ	[183, 1128, 406, 1169]
meeting-photo	[1081, 464, 1352, 672]
road-body-left: ಶಿರಹಟ್ಟಿ: ತಾಲೂಕಿನ ಸಾಸರವಾಡ ಗ್ರಾಮದಿಂದ ಕಲ್ಲಾಗನೂರು ಗ್ರಾಮಕ್ಕೆ ತೆರಳುವ ರಸ್ತೆಯು ಕೆಸರು ಗದ್ದೆಯಾಗಿ ಮಾರ್ಪಟ್ಟಿದೆ. ಇಲ್ಲಿನ ದ್ವಿಚಕ್ರ ವಾಹನ ಸವಾರರು,ಹೊಲಕ್ಕೆ ಹೋಗುವ ರೈತರು, ಪ್ರಯಾಣಿಕರು ಹರಸಾಹಸ ಪಡುವಂತ ಸ್ಥಿತಿ ನಿರ್ಮಾಣವಾಗಿದೆ. ಕೆಂಗಳದಲ್ಲಿನ ತಟಬಡಿಲ್ಲವಾ ಸಾಸರವಾಡ ಗ್ರಾಮಸ್ಥರು ಉತ್ತಮ ರಸ್ತೆ ಸಂಪರ್ಕವಿಲ್ಲದೆ ನಿತ್ಯ ಸಂಕಷ್ಟ ಎದುರಿಸುವಂತಾಗಿದೆ. ಅದರಲ್ಲೂ ಮಳೆಗಾಲದಲ್ಲಿ ಅವರ ಪರಿಸ್ಥಿತಿ ಹೇಳತೀರದಂತಾಗುತ್ತದೆ. ಗ್ರಾಮದ ಸುತ್ತಲಿನ ರಸ್ತೆಗಳು ಡಾಂಬರು ಕೂಡ ಆಗಿಲ್ಲ, ಸತತವಾಗಿ ಸುರಿಯುತ್ತಿರುವ	[59, 264, 293, 408]
romeo-intro: ಬಹು ವರ್ಷಗಳ ಹಿಂದೆ ವೆರೋನಾ ಎಂಬ ನಗರದಲ್ಲಿ ಎರಡು ಕುಟುಂಬಗಳು ಇತ್ತು. ಮಾಂಟ್ಯುಗ್ ಮತ್ತು ಕ್ಯಾಪುಲೆಟ್.	[1046, 1307, 1431, 1319]
